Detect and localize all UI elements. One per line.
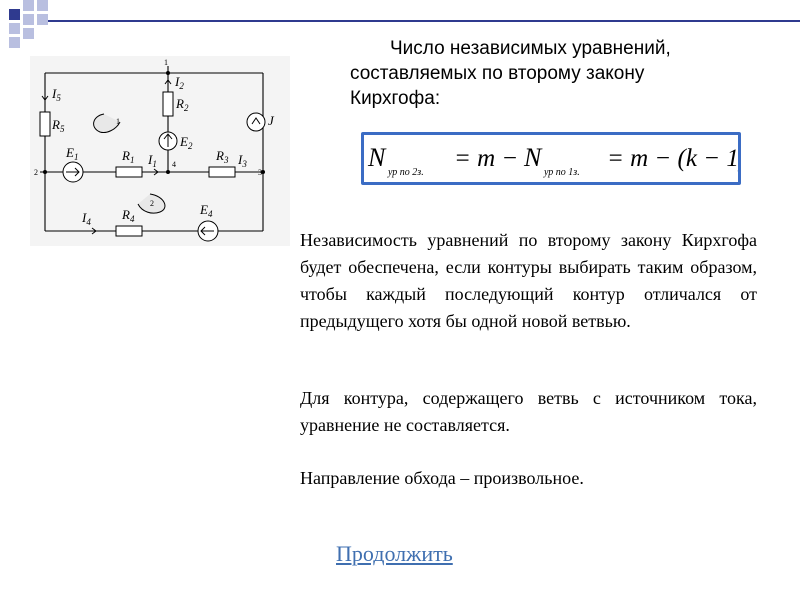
svg-text:E4: $E_4$ <box>200 202 213 219</box>
label-r1: R <box>122 148 130 163</box>
svg-text:I1: $I_1$ <box>148 152 157 169</box>
svg-text:R3: $R_3$ <box>216 148 229 165</box>
paragraph-direction: Направление обхода – произвольное. <box>300 468 584 488</box>
circuit-diagram <box>30 56 290 246</box>
label-e4: E <box>200 202 208 217</box>
paragraph-independence: Независимость уравнений по второму закону Кирхгофа будет обеспечена, если контуры выбирать таким образом, чтобы каждый последующий контур отличался от предыдущего хотя бы одной новой ветвью. <box>300 230 757 331</box>
node-4-label: 4 <box>172 160 176 169</box>
svg-text:R1: $R_1$ <box>122 148 135 165</box>
svg-text:E1: $E_1$ <box>66 145 79 162</box>
paragraph-current-source: Для контура, содержащего ветвь с источником тока, уравнение не составляется. <box>300 388 757 435</box>
formula-n2: N <box>524 143 542 172</box>
loop-2-label: 2 <box>150 199 154 208</box>
svg-text:R2: $R_2$ <box>176 96 189 113</box>
svg-text:R4: $R_4$ <box>122 207 135 224</box>
svg-text:I4: $I_4$ <box>82 210 91 227</box>
resistor-r3 <box>209 167 235 177</box>
resistor-r1 <box>116 167 142 177</box>
label-r3: R <box>216 148 224 163</box>
label-i2: I <box>175 74 180 89</box>
resistor-r2 <box>163 92 173 116</box>
svg-text:I2: $I_2$ <box>175 74 184 91</box>
node-2-label: 2 <box>34 168 38 177</box>
continue-link[interactable]: Продолжить <box>336 541 453 566</box>
node-3-label: 3 <box>258 168 262 177</box>
svg-text:E2: $E_2$ <box>180 134 193 151</box>
node-1-label: 1 <box>164 58 168 67</box>
formula <box>364 135 738 182</box>
svg-text:I3: $I_3$ <box>238 152 247 169</box>
formula-n1: N <box>368 143 386 172</box>
loop-1-label: 1 <box>116 117 120 126</box>
node-4 <box>166 170 170 174</box>
current-source-j <box>247 113 265 131</box>
label-j: J <box>268 113 274 128</box>
label-i3: I <box>238 152 243 167</box>
formula-eq2: = m − (k − 1) <box>607 145 738 172</box>
label-i5: I <box>52 86 57 101</box>
node-1 <box>166 71 170 75</box>
slide-heading <box>350 36 770 111</box>
formula-sub2: ур по 1з. <box>544 167 580 178</box>
label-r4: R <box>122 207 130 222</box>
formula-sub1: ур по 2з. <box>388 167 424 178</box>
label-i1: I <box>148 152 153 167</box>
label-e1: E <box>66 145 74 160</box>
heading-line-1: Число независимых уравнений, <box>390 38 671 59</box>
resistor-r5 <box>40 112 50 136</box>
heading-line-2: составляемых по второму закону <box>350 63 645 84</box>
svg-text:R5: $R_5$ <box>52 117 65 134</box>
formula-eq1: = m − <box>454 145 519 172</box>
svg-text:I5: $I_5$ <box>52 86 61 103</box>
label-i4: I <box>82 210 87 225</box>
heading-line-3: Кирхгофа: <box>350 88 441 109</box>
node-2 <box>43 170 47 174</box>
label-r5: R <box>52 117 60 132</box>
formula-box <box>361 132 741 185</box>
label-r2: R <box>176 96 184 111</box>
resistor-r4 <box>116 226 142 236</box>
label-e2: E <box>180 134 188 149</box>
